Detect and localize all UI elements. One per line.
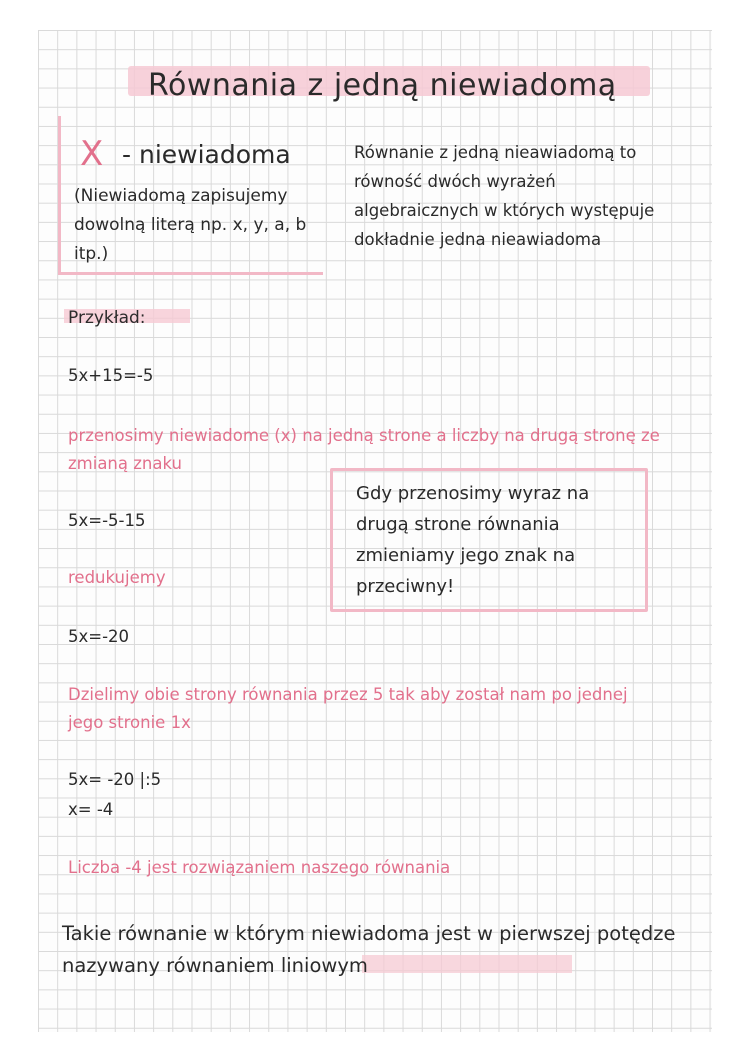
- final-statement: [62, 918, 682, 982]
- unknown-letter: X: [80, 134, 104, 174]
- final-text: Takie równanie w którym niewiadoma jest w pierwszej potędze nazywany: [62, 922, 676, 977]
- page-margin-right: [712, 0, 750, 1061]
- step-2-text: redukujemy: [68, 568, 166, 587]
- equation-5: x= -4: [68, 800, 114, 819]
- equation-4: 5x= -20 |:5: [68, 770, 162, 789]
- page-title: Równania z jedną niewiadomą: [148, 68, 617, 103]
- page-margin-bottom: [0, 1032, 750, 1061]
- step-1-text: przenosimy niewiadome (x) na jedną strone a liczby na drugą stronę ze zmianą znaku: [68, 426, 660, 473]
- equation-3: 5x=-20: [68, 627, 130, 646]
- example-label: Przykład:: [68, 308, 146, 328]
- step-3-text: Dzielimy obie strony równania przez 5 tak aby został nam po jednej jego stronie 1x: [68, 685, 628, 732]
- equation-2: 5x=-5-15: [68, 511, 146, 530]
- tip-text: Gdy przenosimy wyraz na drugą strone równania zmieniamy jego znak na przeciwny!: [356, 483, 590, 597]
- conclusion-text: Liczba -4 jest rozwiązaniem naszego równania: [68, 858, 451, 877]
- page-margin-left: [0, 0, 38, 1061]
- unknown-label: - niewiadoma: [122, 140, 291, 169]
- definition-text: Równanie z jedną nieawiadomą to równość dwóch wyrażeń algebraicznych w których występuje dokładnie jedna nieawiadoma: [354, 143, 655, 249]
- unknown-note: (Niewiadomą zapisujemy dowolną literą np. x, y, a, b itp.): [74, 186, 307, 264]
- final-highlighted-term: równaniem liniowym: [166, 954, 368, 977]
- page-margin-top: [0, 0, 750, 30]
- equation-1: 5x+15=-5: [68, 366, 154, 385]
